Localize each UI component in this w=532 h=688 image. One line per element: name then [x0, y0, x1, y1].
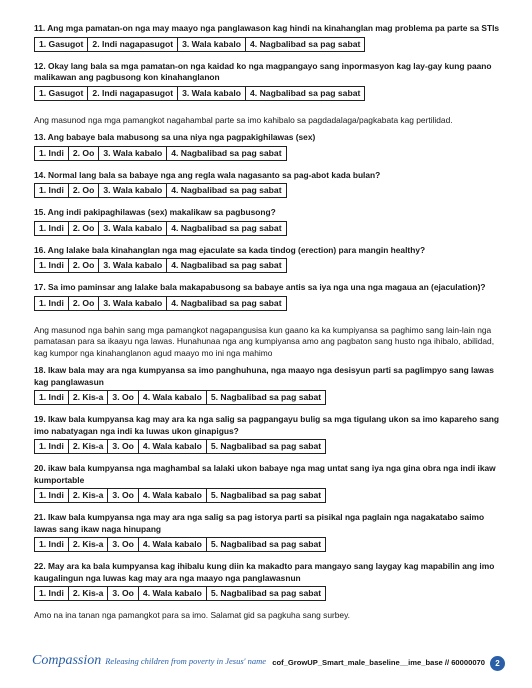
- answer-option[interactable]: 2. Oo: [69, 184, 100, 197]
- section-note-1: Ang masunod nga mga pamangkot nagahambal parte sa imo kahibalo sa pagdadalaga/pagkabata kag pertilidad.: [34, 114, 453, 125]
- answer-option[interactable]: 1. Indi: [35, 297, 69, 310]
- answer-options: [34, 146, 287, 161]
- page-footer: [32, 652, 507, 674]
- answer-option[interactable]: 3. Wala kabalo: [99, 222, 167, 235]
- question-text: 22. May ara ka bala kumpyansa kag ihibalu kung diin ka makadto para mangayo sang laygay kag mapabilin ang imo kaugalingun nga luwas kag may ara nga maayo nga panglawasnun: [34, 561, 495, 583]
- answer-options: [34, 183, 287, 198]
- question-text: 19. Ikaw bala kumpyansa kag may ara ka nga salig sa pagpangayu bulig sa mga tigulang ukon sa imo kapareho sang imo nabatyagan nga indi ka luwas ukon ginapigus?: [34, 414, 499, 436]
- answer-option[interactable]: 4. Nagbalibad sa pag sabat: [250, 38, 361, 49]
- answer-option[interactable]: 3. Wala kabalo: [99, 297, 167, 310]
- question-text: 12. Okay lang bala sa mga pamatan-on nga kaidad ko nga magpangayo sang inpormasyon kag lay-gay kung paano malikawan ang pagbusong kon kinahanglanon: [34, 60, 492, 82]
- questions-section-b: [34, 132, 504, 311]
- question-block: [34, 365, 504, 405]
- answer-option[interactable]: 2. Kis-a: [69, 538, 109, 551]
- answer-option[interactable]: 1. Indi: [35, 147, 69, 160]
- answer-option[interactable]: 2. Indi nagapasugot: [88, 38, 178, 51]
- answer-option[interactable]: 3. Wala kabalo: [178, 38, 246, 51]
- brand-tagline: Releasing children from poverty in Jesus' name: [105, 656, 266, 666]
- page-number-badge: 2: [490, 656, 505, 671]
- answer-options: [34, 390, 326, 405]
- answer-options: [34, 258, 287, 273]
- answer-option[interactable]: 3. Oo: [108, 538, 139, 551]
- answer-option[interactable]: 4. Wala kabalo: [139, 391, 207, 404]
- brand-name: Compassion: [32, 653, 102, 668]
- question-text: 21. Ikaw bala kumpyansa nga may ara nga salig sa pag istorya parti sa pisikal nga paglain nga nagakatabo saimo lawas sang ikaw naga hinupang: [34, 512, 485, 534]
- answer-option[interactable]: 1. Indi: [35, 222, 69, 235]
- answer-option[interactable]: 1. Indi: [35, 259, 69, 272]
- answer-option[interactable]: 3. Oo: [108, 391, 139, 404]
- question-text: 14. Normal lang bala sa babaye nga ang regla wala nagasanto sa pag-abot kada bulan?: [34, 169, 381, 180]
- answer-option[interactable]: 2. Oo: [69, 297, 100, 310]
- question-block: [34, 207, 504, 236]
- question-text: 18. Ikaw bala may ara nga kumpyansa sa imo panghuhuna, nga maayo nga desisyun parti sa paglimpyo sang lawas kag panglawasun: [34, 365, 494, 387]
- answer-option[interactable]: 1. Indi: [35, 184, 69, 197]
- answer-options: [34, 586, 326, 601]
- question-text: 20. ikaw bala kumpyansa nga maghambal sa lalaki ukon babaye nga mag untat sang iya nga gina obra nga indi ikaw kumportable: [34, 463, 496, 485]
- question-text: 15. Ang indi pakipaghilawas (sex) makalikaw sa pagbusong?: [34, 207, 276, 217]
- answer-option[interactable]: 1. Indi: [35, 489, 69, 502]
- question-block: [34, 61, 504, 101]
- questions-section-a: [34, 23, 504, 101]
- section-note-2: Ang masunod nga bahin sang mga pamangkot nagapangusisa kun gaano ka ka kumpiyansa sa paghimo sang lain-lain nga pamatasan para sa ikaayu nga lawas. Hunahunaa nga ang kumpiyansa amo ang pagbaton sang husto nga ihibalo, abilidad, kag kumpor nga kinahanglanon agud maayo mo ini nga mahimo: [34, 324, 495, 358]
- answer-option[interactable]: 4. Nagbalibad sa pag sabat: [171, 260, 282, 270]
- compassion-logo: [32, 653, 266, 669]
- answer-options: [34, 37, 365, 52]
- answer-option[interactable]: 2. Kis-a: [69, 489, 109, 502]
- answer-option[interactable]: 3. Oo: [108, 440, 139, 453]
- answer-option[interactable]: 2. Oo: [69, 222, 100, 235]
- answer-option[interactable]: 4. Wala kabalo: [139, 489, 207, 502]
- answer-option[interactable]: 4. Nagbalibad sa pag sabat: [171, 147, 282, 158]
- answer-option[interactable]: 4. Nagbalibad sa pag sabat: [171, 222, 282, 233]
- answer-option[interactable]: 2. Kis-a: [69, 587, 109, 600]
- question-block: [34, 245, 504, 274]
- question-block: [34, 512, 504, 552]
- answer-option[interactable]: 1. Indi: [35, 538, 69, 551]
- answer-option[interactable]: 5. Nagbalibad sa pag sabat: [210, 588, 322, 598]
- answer-option[interactable]: 3. Wala kabalo: [99, 147, 167, 160]
- question-text: 16. Ang lalake bala kinahanglan nga mag ejaculate sa kada tindog (erection) para mangin healthy?: [34, 244, 426, 255]
- answer-option[interactable]: 4. Wala kabalo: [139, 538, 207, 551]
- answer-option[interactable]: 1. Gasugot: [35, 38, 88, 51]
- answer-option[interactable]: 2. Kis-a: [69, 440, 109, 453]
- questions-section-c: [34, 365, 504, 601]
- question-text: 13. Ang babaye bala mabusong sa una niya nga pagpakighilawas (sex): [34, 132, 316, 142]
- answer-options: [34, 296, 287, 311]
- answer-option[interactable]: 3. Wala kabalo: [99, 259, 167, 272]
- answer-option[interactable]: 5. Nagbalibad sa pag sabat: [210, 490, 322, 500]
- answer-option[interactable]: 4. Nagbalibad sa pag sabat: [171, 297, 282, 308]
- answer-option[interactable]: 4. Nagbalibad sa pag sabat: [250, 87, 361, 98]
- answer-option[interactable]: 2. Indi nagapasugot: [88, 87, 178, 100]
- answer-option[interactable]: 4. Nagbalibad sa pag sabat: [171, 185, 282, 195]
- question-block: [34, 561, 504, 601]
- answer-option[interactable]: 5. Nagbalibad sa pag sabat: [210, 539, 322, 549]
- question-text: 17. Sa imo paminsar ang lalake bala makapabusong sa babaye antis sa iya nga una nga magaua an (ejaculation)?: [34, 282, 486, 292]
- answer-option[interactable]: 3. Wala kabalo: [99, 184, 167, 197]
- answer-option[interactable]: 4. Wala kabalo: [139, 587, 207, 600]
- closing-text: Amo na ina tanan nga pamangkot para sa imo. Salamat gid sa pagkuha sang surbey.: [34, 610, 350, 620]
- answer-option[interactable]: 5. Nagbalibad sa pag sabat: [210, 392, 322, 402]
- answer-options: [34, 488, 326, 503]
- survey-page: [34, 23, 504, 628]
- answer-options: [34, 86, 365, 101]
- answer-options: [34, 537, 326, 552]
- question-block: [34, 463, 504, 503]
- document-filename: cof_GrowUP_Smart_male_baseline__ime_base // 60000070: [272, 658, 485, 667]
- answer-options: [34, 439, 326, 454]
- question-text: 11. Ang mga pamatan-on nga may maayo nga panglawason kag hindi na kinahanglan mag problema pa parte sa STIs: [34, 23, 500, 33]
- answer-option[interactable]: 5. Nagbalibad sa pag sabat: [210, 441, 322, 451]
- answer-option[interactable]: 2. Oo: [69, 259, 100, 272]
- question-block: [34, 414, 504, 454]
- answer-option[interactable]: 1. Indi: [35, 587, 69, 600]
- question-block: [34, 170, 504, 199]
- question-block: [34, 23, 504, 52]
- answer-option[interactable]: 2. Kis-a: [69, 391, 109, 404]
- answer-options: [34, 221, 287, 236]
- answer-option[interactable]: 2. Oo: [69, 147, 100, 160]
- answer-option[interactable]: 3. Oo: [108, 587, 139, 600]
- answer-option[interactable]: 4. Wala kabalo: [139, 440, 207, 453]
- answer-option[interactable]: 1. Gasugot: [35, 87, 88, 100]
- answer-option[interactable]: 3. Wala kabalo: [178, 87, 246, 100]
- question-block: [34, 282, 504, 311]
- answer-option[interactable]: 1. Indi: [35, 440, 69, 453]
- answer-option[interactable]: 3. Oo: [108, 489, 139, 502]
- answer-option[interactable]: 1. Indi: [35, 391, 69, 404]
- question-block: [34, 132, 504, 161]
